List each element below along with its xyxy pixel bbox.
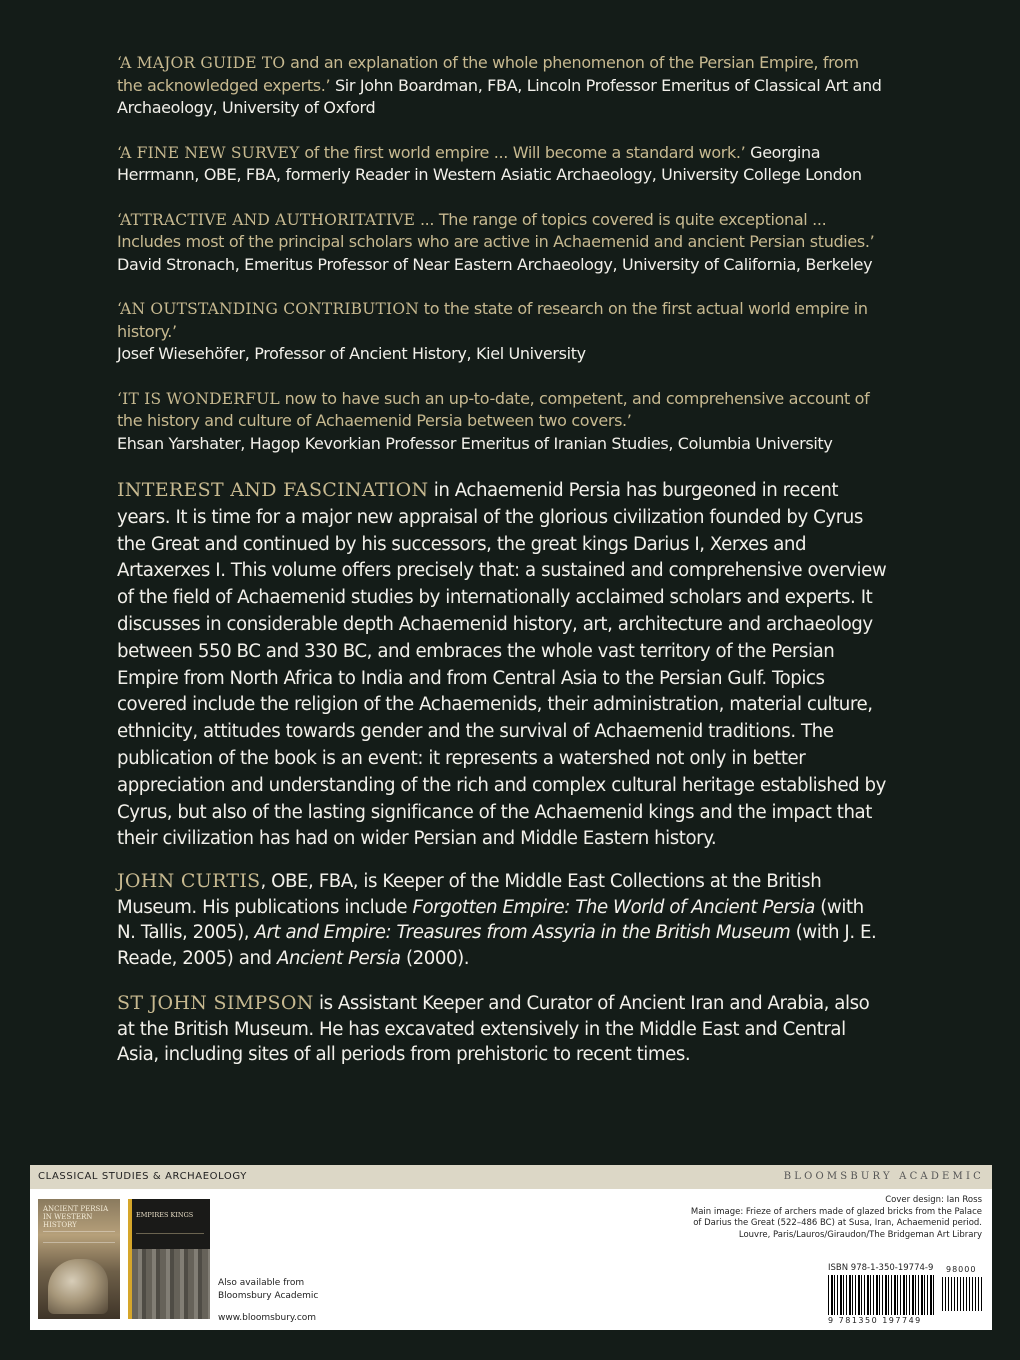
footer-panel xyxy=(30,1189,992,1330)
quote-attribution: Josef Wiesehöfer, Professor of Ancient History, Kiel University xyxy=(117,344,586,363)
also-available xyxy=(218,1277,318,1303)
also-line: Bloomsbury Academic xyxy=(218,1291,319,1301)
quote-text: ... The range of topics covered is quite exceptional ... Includes most of the principal scholars who are active in Achaemenid and ancient Persian studies.’ xyxy=(117,209,875,251)
addon-bars xyxy=(942,1277,982,1311)
related-book-title: ANCIENT PERSIA IN WESTERN HISTORY xyxy=(43,1205,109,1229)
relief-image xyxy=(132,1249,210,1319)
bio-text: , OBE, FBA, is Keeper of the Middle East Collections at the British Museum. His publications include xyxy=(117,871,822,918)
quote-text: to the state of research on the first actual world empire in history.’ xyxy=(117,299,868,341)
review-quote xyxy=(117,209,887,277)
cover-rule xyxy=(136,1233,204,1234)
publisher-label: BLOOMSBURY ACADEMIC xyxy=(783,1171,984,1182)
book-description xyxy=(117,477,887,853)
bio-text: is Assistant Keeper and Curator of Ancient Iran and Arabia, also at the British Museum. He has excavated extensively in the Middle East and Central Asia, including sites of all periods from prehistoric to recent times. xyxy=(117,993,870,1066)
statue-image xyxy=(48,1259,108,1314)
bio-text: (with J. E. Reade, 2005) and xyxy=(117,922,877,969)
author-bio-simpson xyxy=(117,991,887,1068)
book-title: Forgotten Empire: The World of Ancient Persia xyxy=(412,896,815,918)
isbn: ISBN 978-1-350-19774-9 xyxy=(828,1263,934,1273)
review-quote xyxy=(117,298,887,366)
quote-text: now to have such an up-to-date, competent, and comprehensive account of the history and culture of Achaemenid Persia between two covers.’ xyxy=(117,388,870,430)
author-bio-curtis xyxy=(117,869,887,971)
related-book-cover xyxy=(38,1199,120,1319)
quote-lead: ‘IT IS WONDERFUL xyxy=(117,389,280,408)
barcode-bars xyxy=(828,1275,936,1315)
quote-attribution: David Stronach, Emeritus Professor of Near Eastern Archaeology, University of California, Berkeley xyxy=(117,254,873,274)
quote-lead: ‘ATTRACTIVE AND AUTHORITATIVE xyxy=(117,210,416,229)
cover-design-credit: Cover design: Ian Ross xyxy=(885,1195,982,1205)
book-title: Ancient Persia xyxy=(276,947,401,969)
bio-text: (2000). xyxy=(400,947,470,969)
book-title: Art and Empire: Treasures from Assyria in the British Museum xyxy=(254,922,791,944)
price-code: 98000 xyxy=(946,1265,977,1274)
quote-attribution: Ehsan Yarshater, Hagop Kevorkian Professor Emeritus of Iranian Studies, Columbia University xyxy=(117,433,833,453)
quote-text: and an explanation of the whole phenomenon of the Persian Empire, from the acknowledged experts.’ xyxy=(117,53,859,95)
barcode xyxy=(828,1263,982,1327)
author-name: ST JOHN SIMPSON xyxy=(117,992,314,1015)
image-credits xyxy=(682,1195,982,1241)
author-name: JOHN CURTIS xyxy=(117,870,261,893)
related-book-title: EMPIRES KINGS xyxy=(136,1211,194,1219)
review-quote xyxy=(117,388,887,456)
publisher-url: www.bloomsbury.com xyxy=(218,1313,317,1323)
review-quote xyxy=(117,52,887,120)
bio-text: (with N. Tallis, 2005), xyxy=(117,896,864,944)
description-text: in Achaemenid Persia has burgeoned in recent years. It is time for a major new appraisal of the glorious civilization founded by Cyrus the Great and continued by his successors, the great kings Darius I, Xerxes and Artaxerxes I. This volume offers precisely that: a sustained and comprehensive overview of the field of Achaemenid studies by internationally acclaimed scholars and experts. It discusses in considerable depth Achaemenid history, art, architecture and archaeology between 550 BC and 330 BC, and embraces the whole vast territory of the Persian Empire from North Africa to India and from Central Asia to the Persian Gulf. Topics covered include the religion of the Achaemenids, their administration, material culture, ethnicity, attitudes towards gender and the survival of Achaemenid traditions. The publication of the book is an event: it represents a watershed not only in better appreciation and understanding of the rich and complex cultural heritage established by Cyrus, but also of the lasting significance of the Achaemenid kings and the impact that their civilization has had on wider Persian and Middle Eastern history. xyxy=(117,480,887,850)
review-quote xyxy=(117,142,887,187)
related-book-cover xyxy=(128,1199,210,1319)
cover-subtitle-rule xyxy=(43,1231,115,1243)
description-lead: INTEREST AND FASCINATION xyxy=(117,479,429,501)
quote-text: of the first world empire ... Will become a standard work.’ xyxy=(299,142,746,162)
also-line: Also available from xyxy=(218,1278,305,1288)
series-bar xyxy=(30,1165,992,1190)
back-cover-text xyxy=(117,52,887,1088)
quote-lead: ‘A MAJOR GUIDE TO xyxy=(117,54,286,72)
quote-attribution: Sir John Boardman, FBA, Lincoln Professor Emeritus of Classical Art and Archaeology, University of Oxford xyxy=(117,75,882,117)
quote-lead: ‘AN OUTSTANDING CONTRIBUTION xyxy=(117,300,420,318)
quote-lead: ‘A FINE NEW SURVEY xyxy=(117,143,300,162)
main-image-credit: Main image: Frieze of archers made of glazed bricks from the Palace of Darius the Great (522–486 BC) at Susa, Iran, Achaemenid period. Louvre, Paris/Lauros/Giraudon/The Bridgeman Art Library xyxy=(690,1206,982,1240)
series-label: CLASSICAL STUDIES & ARCHAEOLOGY xyxy=(38,1171,247,1182)
quote-attribution: Georgina Herrmann, OBE, FBA, formerly Reader in Western Asiatic Archaeology, University College London xyxy=(117,142,862,184)
barcode-digits: 9 781350 197749 xyxy=(828,1316,922,1325)
